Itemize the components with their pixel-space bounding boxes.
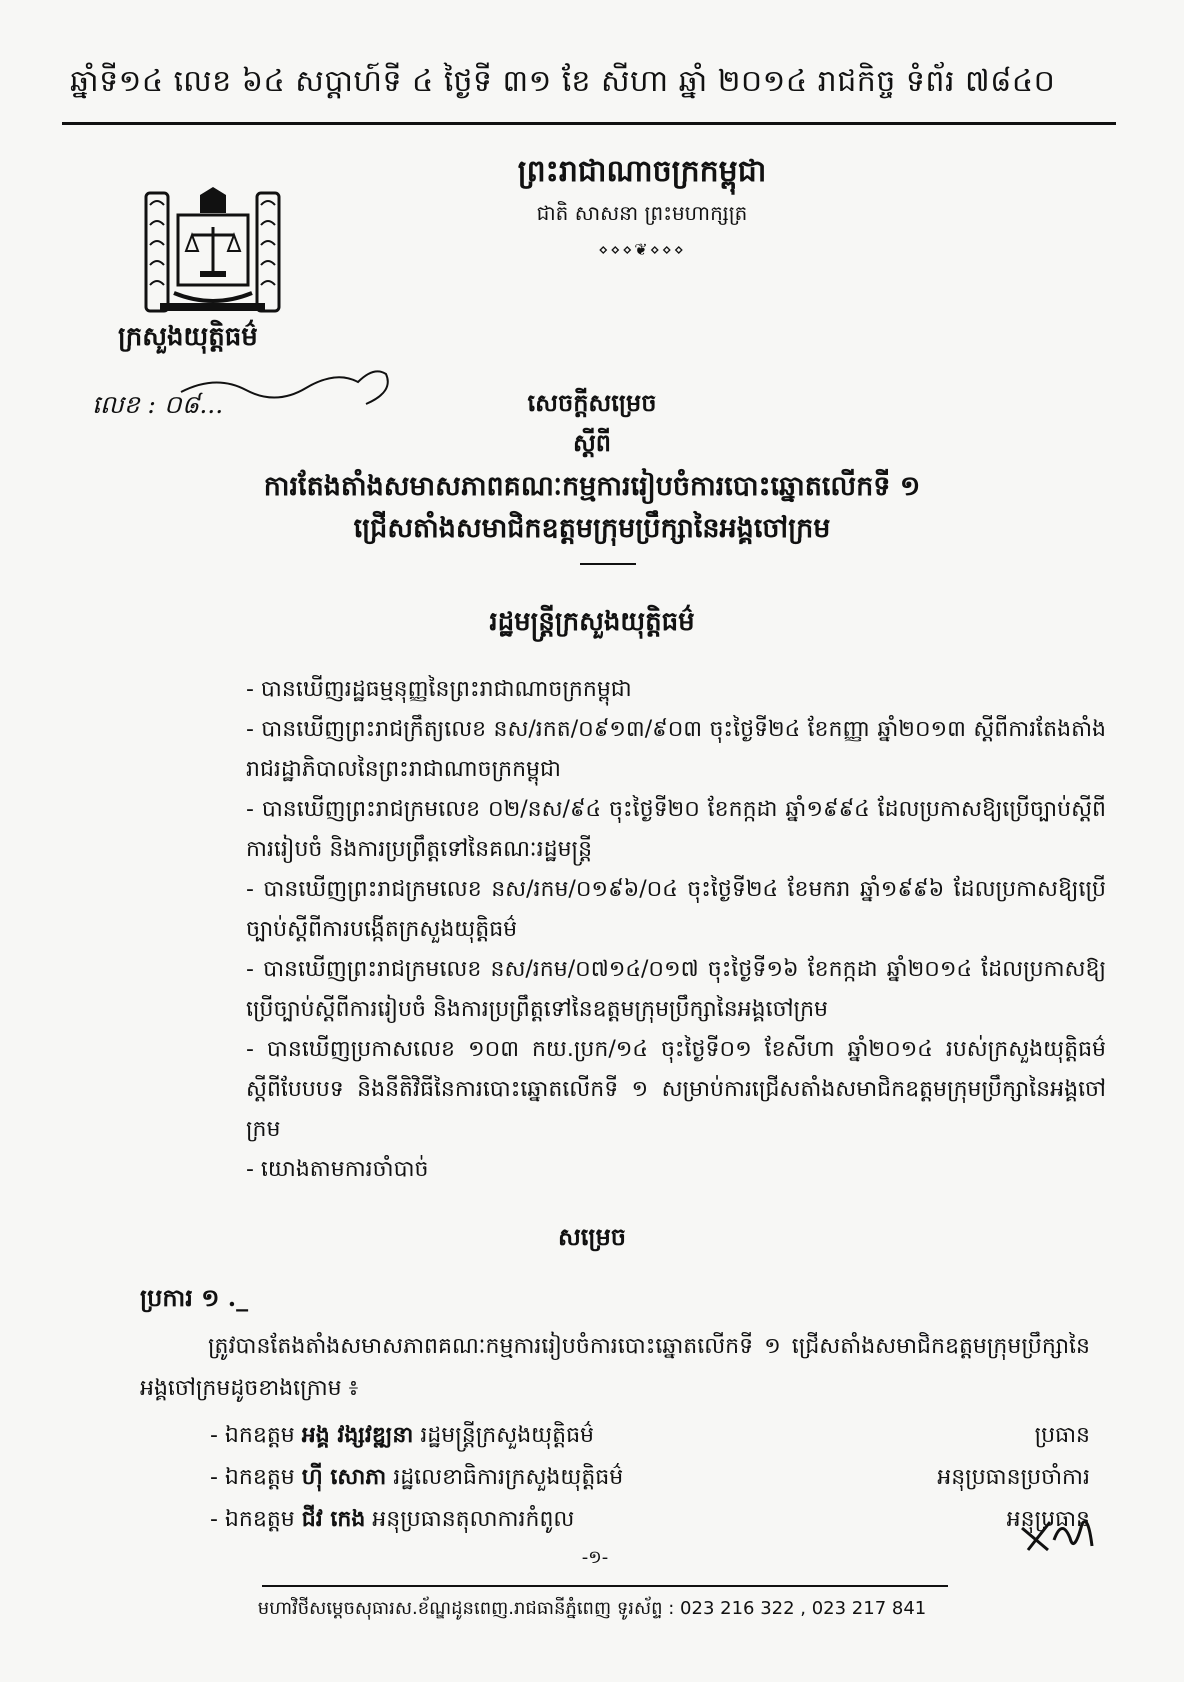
kingdom-name: ព្រះរាជាណាចក្រកម្ពុជា [517,154,767,189]
member-entry [210,1415,594,1457]
footer-divider [262,1585,948,1587]
member-row [210,1457,1090,1499]
title-divider [580,563,636,565]
member-name: ហ៊ី សោភា [301,1465,387,1490]
visa-item: - បានឃើញព្រះរាជក្រមលេខ ០២/នស/៩៤ ចុះថ្ងៃទី២០ ខែកក្កដា ឆ្នាំ១៩៩៤ ដែលប្រកាសឱ្យប្រើច្បាប់ស្តីពីការរៀបចំ និងការប្រព្រឹត្តទៅនៃគណៈរដ្ឋមន្ត្រី [246,797,1106,862]
title-about: ស្តីពី [572,428,612,457]
member-name: អង្គ វង្សវឌ្ឍនា [301,1423,414,1448]
visa-item: - បានឃើញព្រះរាជក្រមលេខ នស/រកម/០៧១៤/០១៧ ចុះថ្ងៃទី១៦ ខែកក្កដា ឆ្នាំ២០១៤ ដែលប្រកាសឱ្យប្រើច្បាប់ស្តីពីការរៀបចំ និងការប្រព្រឹត្តទៅនៃឧត្តមក្រុមប្រឹក្សានៃអង្គចៅក្រម [246,957,1106,1022]
decision-heading: សម្រេច [557,1222,627,1251]
member-entry [210,1499,574,1541]
ministry-emblem-icon [140,185,285,315]
member-role: ប្រធាន [1034,1423,1090,1448]
member-prefix: - ឯកឧត្តម [210,1423,295,1448]
member-position: អនុប្រធានតុលាការកំពូល [372,1507,575,1532]
ornament: ⋄⋄⋄❦⋄⋄⋄ [598,240,686,259]
member-entry [210,1457,623,1499]
member-name: ជីវ កេង [301,1507,366,1532]
page-number: -១- [581,1547,609,1568]
visa-item: - បានឃើញព្រះរាជក្រឹត្យលេខ នស/រកត/០៩១៣/៩០៣ ចុះថ្ងៃទី២៤ ខែកញ្ញា ឆ្នាំ២០១៣ ស្តីពីការតែងតាំងរាជរដ្ឋាភិបាលនៃព្រះរាជាណាចក្រកម្ពុជា [246,717,1106,782]
visa-item: - យោងតាមការចាំបាច់ [246,1157,429,1182]
member-prefix: - ឯកឧត្តម [210,1465,295,1490]
initials-signature-icon [1018,1510,1098,1560]
member-list [210,1415,1090,1541]
article-body: ត្រូវបានតែងតាំងសមាសភាពគណៈកម្មការរៀបចំការបោះឆ្នោតលើកទី ១ ជ្រើសតាំងសមាជិកឧត្តមក្រុមប្រឹក្សានៃអង្គចៅក្រមដូចខាងក្រោម ៖ [140,1334,1090,1401]
national-motto: ជាតិ សាសនា ព្រះមហាក្សត្រ [536,201,748,225]
member-role: អនុប្រធានប្រចាំការ [937,1465,1090,1490]
visa-item: - បានឃើញរដ្ឋធម្មនុញ្ញនៃព្រះរាជាណាចក្រកម្ពុជា [246,677,632,702]
ministry-name: ក្រសួងយុត្តិធម៌ [118,322,258,352]
footer-address: មហាវិថីសម្តេចសុធារស.ខ័ណ្ឌដូនពេញ.រាជធានីភ្នំពេញ ទូរស័ព្ទ : 023 216 322 , 023 217 841 [257,1598,927,1619]
visa-list [246,670,1106,1190]
document-type: សេចក្តីសម្រេច [527,388,657,417]
member-position: រដ្ឋមន្ត្រីក្រសួងយុត្តិធម៌ [420,1423,595,1448]
visa-item: - បានឃើញព្រះរាជក្រមលេខ នស/រកម/០១៩៦/០៤ ចុះថ្ងៃទី២៤ ខែមករា ឆ្នាំ១៩៩៦ ដែលប្រកាសឱ្យប្រើច្បាប់ស្តីពីការបង្កើតក្រសួងយុត្តិធម៌ [246,877,1106,942]
member-prefix: - ឯកឧត្តម [210,1507,295,1532]
title-line-2: ជ្រើសតាំងសមាជិកឧត្តមក្រុមប្រឹក្សានៃអង្គចៅក្រម [353,513,831,544]
issuer: រដ្ឋមន្ត្រីក្រសួងយុត្តិធម៌ [489,607,695,637]
member-row [210,1415,1090,1457]
member-row [210,1499,1090,1541]
visa-item: - បានឃើញប្រកាសលេខ ១០៣ កយ.ប្រក/១៤ ចុះថ្ងៃទី០១ ខែសីហា ឆ្នាំ២០១៤ របស់ក្រសួងយុត្តិធម៌ ស្តីពីបែបបទ និងនីតិវិធីនៃការបោះឆ្នោតលើកទី ១ សម្រាប់ការជ្រើសតាំងសមាជិកឧត្តមក្រុមប្រឹក្សានៃអង្គចៅក្រម [246,1037,1106,1142]
reference-number: លេខ : ០៨... [92,390,224,419]
member-role: អនុប្រធាន [1006,1507,1090,1532]
article-heading: ប្រការ ១ ._ [140,1283,249,1312]
member-position: រដ្ឋលេខាធិការក្រសួងយុត្តិធម៌ [393,1465,624,1490]
gazette-header: ឆ្នាំទី១៤ លេខ ៦៤ សប្តាហ៍ទី ៤ ថ្ងៃទី ៣១ ខែ សីហា ឆ្នាំ ២០១៤ រាជកិច្ច ទំព័រ ៧៨៤០ [70,64,1056,99]
title-line-1: ការតែងតាំងសមាសភាពគណៈកម្មការរៀបចំការបោះឆ្នោតលើកទី ១ [263,471,921,502]
header-divider [62,122,1116,125]
